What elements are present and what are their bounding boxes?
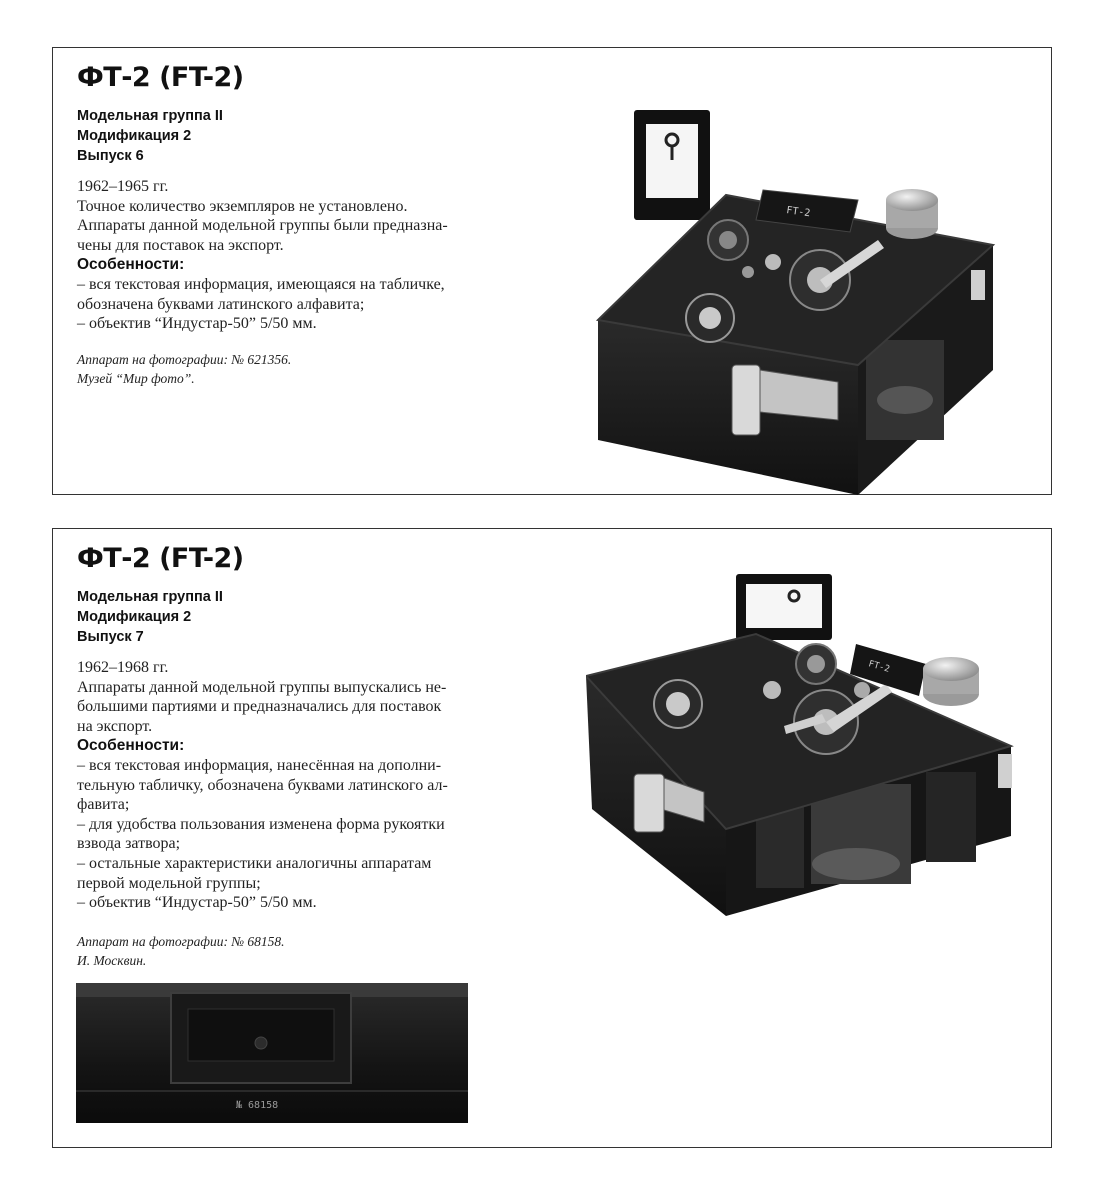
- feature-line: фавита;: [77, 796, 130, 814]
- caption-line: Музей “Мир фото”.: [77, 371, 195, 386]
- photo-caption: [77, 350, 291, 388]
- entry-body: [77, 177, 517, 334]
- feature-line: обозначена буквами латинского алфавита;: [77, 295, 365, 313]
- entry-title: ФТ-2 (FT-2): [77, 62, 244, 93]
- plate-serial: № 68158: [236, 1100, 279, 1111]
- caption-line: И. Москвин.: [77, 953, 147, 968]
- feature-line: – для удобства пользования изменена форма рукоятки: [77, 815, 445, 833]
- feature-line: первой модельной группы;: [77, 874, 261, 892]
- model-group: Модельная группа II: [77, 589, 223, 605]
- feature-line: – вся текстовая информация, имеющаяся на табличке,: [77, 275, 445, 293]
- feature-line: – объектив “Индустар-50” 5/50 мм.: [77, 315, 317, 333]
- photo-caption: [77, 932, 285, 970]
- release: Выпуск 7: [77, 629, 144, 645]
- feature-line: тельную табличку, обозначена буквами латинского ал-: [77, 776, 448, 794]
- camera-entry-card: [52, 528, 1052, 1148]
- release: Выпуск 6: [77, 148, 144, 164]
- model-group: Модельная группа II: [77, 108, 223, 124]
- camera-entry-card: [52, 47, 1052, 495]
- production-years: 1962–1968 гг.: [77, 659, 169, 676]
- entry-meta: [77, 587, 223, 647]
- entry-meta: [77, 106, 223, 166]
- feature-line: взвода затвора;: [77, 835, 181, 853]
- feature-line: – вся текстовая информация, нанесённая на дополни-: [77, 756, 442, 774]
- nameplate-detail-photo: [76, 983, 468, 1123]
- caption-line: Аппарат на фотографии: № 68158.: [77, 934, 285, 949]
- features-heading: Особенности:: [77, 737, 185, 755]
- production-years: 1962–1965 гг.: [77, 178, 169, 195]
- svg-text:FT-2: FT-2: [867, 659, 891, 675]
- modification: Модификация 2: [77, 128, 192, 144]
- svg-text:FT-2: FT-2: [785, 205, 811, 220]
- description-line: Аппараты данной модельной группы были предназна-: [77, 217, 448, 235]
- camera-photo-2: [586, 574, 1026, 929]
- modification: Модификация 2: [77, 609, 192, 625]
- description-line: Точное количество экземпляров не установлено.: [77, 197, 408, 215]
- description-line: большими партиями и предназначались для поставок: [77, 698, 442, 716]
- caption-line: Аппарат на фотографии: № 621356.: [77, 352, 292, 367]
- features-heading: Особенности:: [77, 256, 185, 274]
- entry-body: [77, 658, 517, 913]
- description-line: Аппараты данной модельной группы выпускались не-: [77, 678, 447, 696]
- feature-line: – остальные характеристики аналогичны аппаратам: [77, 854, 432, 872]
- description-line: на экспорт.: [77, 717, 153, 735]
- entry-title: ФТ-2 (FT-2): [77, 543, 244, 574]
- feature-line: – объектив “Индустар-50” 5/50 мм.: [77, 894, 317, 912]
- camera-photo-1: [588, 100, 1008, 495]
- description-line: чены для поставок на экспорт.: [77, 236, 284, 254]
